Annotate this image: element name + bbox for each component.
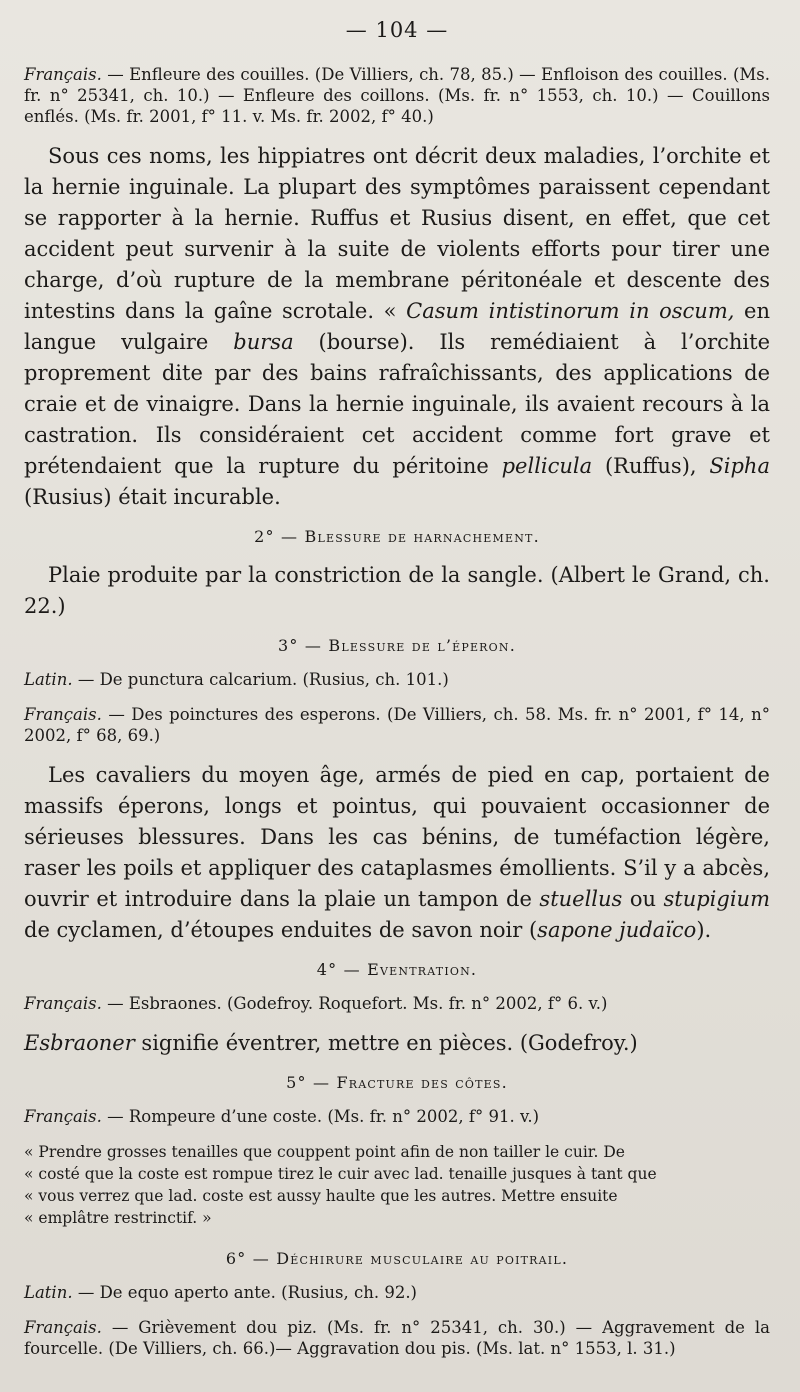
paragraph-fr-poitrail	[24, 1317, 770, 1359]
dash: —	[298, 636, 329, 655]
term-esbraoner: Esbraoner	[24, 1031, 135, 1055]
quotation-line: « emplâtre restrinctif. »	[24, 1209, 212, 1227]
term-stupigium: stupigium	[663, 887, 770, 911]
section-title: Eventration.	[367, 960, 478, 979]
language-label: Latin.	[24, 1283, 73, 1302]
section-heading-5	[24, 1073, 770, 1092]
text: (Rusius) était incurable.	[24, 485, 281, 509]
section-title: Blessure de l’éperon.	[328, 636, 516, 655]
term-sapone: sapone judaïco	[537, 918, 697, 942]
language-label: Français.	[24, 1318, 102, 1337]
text: en langue vulgaire	[24, 299, 770, 354]
term-stuellus: stuellus	[539, 887, 623, 911]
language-label: Latin.	[24, 670, 73, 689]
quotation-line: « costé que la coste est rompue tirez le cuir avec lad. tenaille jusques à tant que	[24, 1165, 657, 1183]
section-number: 3°	[277, 636, 299, 655]
text: — De punctura calcarium. (Rusius, ch. 101.)	[72, 670, 449, 689]
section-heading-4	[24, 960, 770, 979]
section-heading-3	[24, 636, 770, 655]
text: Sous ces noms, les hippiatres ont décrit deux maladies, l’orchite et la hernie inguinale. La plupart des symptômes paraissent cependant se rapporter à la hernie. Ruffus et Rusius disent, en effet, que cet accident peut survenir à la suite de violents efforts pour tirer une charge, d’où rupture de la membrane péritonéale et descente des intestins dans la gaîne scrotale. «	[24, 144, 770, 323]
text: — Grièvement dou piz. (Ms. fr. n° 25341, ch. 30.) — Aggravement de la fourcelle. (De Villiers, ch. 66.)— Aggravation dou pis. (Ms. lat. n° 1553, l. 31.)	[24, 1318, 770, 1358]
quotation-block	[24, 1141, 770, 1229]
language-label: Français.	[24, 1107, 102, 1126]
text: — Esbraones. (Godefroy. Roquefort. Ms. fr. n° 2002, f° 6. v.)	[101, 994, 608, 1013]
section-heading-6	[24, 1249, 770, 1268]
paragraph-esbraoner	[24, 1028, 770, 1059]
paragraph-cavaliers	[24, 760, 770, 946]
section-title: Fracture des côtes.	[336, 1073, 508, 1092]
dash: —	[306, 1073, 337, 1092]
page-number: — 104 —	[345, 18, 449, 42]
text: — Enfleure des couilles. (De Villiers, ch. 78, 85.) — Enfloison des couilles. (Ms. fr. n° 25341, ch. 10.) — Enfleure des coillons. (Ms. fr. n° 1553, ch. 10.) — Couillons enflés. (Ms. fr. 2001, f° 11. v. Ms. fr. 2002, f° 40.)	[24, 65, 770, 126]
paragraph-lat-eperon	[24, 669, 770, 690]
paragraph-lat-poitrail	[24, 1282, 770, 1303]
text: ).	[696, 918, 712, 942]
paragraph-fr-eventration	[24, 993, 770, 1014]
quotation-line: « vous verrez que lad. coste est aussy haulte que les autres. Mettre ensuite	[24, 1187, 618, 1205]
section-number: 2°	[254, 527, 275, 546]
section-title: Déchirure musculaire au poitrail.	[276, 1249, 569, 1268]
section-heading-2	[24, 527, 770, 546]
quotation-line: « Prendre grosses tenailles que couppent point afin de non tailler le cuir. De	[24, 1143, 625, 1161]
text: signifie éventrer, mettre en pièces. (Godefroy.)	[134, 1031, 638, 1055]
latin-term: Casum intistinorum in oscum,	[406, 299, 735, 323]
paragraph-hernie	[24, 141, 770, 513]
paragraph-fr-cotes	[24, 1106, 770, 1127]
text: — Rompeure d’une coste. (Ms. fr. n° 2002, f° 91. v.)	[101, 1107, 540, 1126]
text: ou	[622, 887, 664, 911]
dash: —	[246, 1249, 277, 1268]
paragraph-fr-orchite	[24, 64, 770, 127]
text: — De equo aperto ante. (Rusius, ch. 92.)	[72, 1283, 417, 1302]
text: Les cavaliers du moyen âge, armés de pied en cap, portaient de massifs éperons, longs et pointus, qui pouvaient occasionner de sérieuses blessures. Dans les cas bénins, de tuméfaction légère, raser les poils et appliquer des cataplasmes émollients. S’il y a abcès, ouvrir et introduire dans la plaie un tampon de	[24, 763, 770, 911]
language-label: Français.	[24, 705, 102, 724]
text: (Ruffus),	[592, 454, 710, 478]
paragraph-sangle: Plaie produite par la constriction de la sangle. (Albert le Grand, ch. 22.)	[24, 563, 770, 618]
text: (bourse). Ils remédiaient à l’orchite proprement dite par des bains rafraîchissants, des applications de craie et de vinaigre. Dans la hernie inguinale, ils avaient recours à la castration. Ils considéraient cet accident comme fort grave et prétendaient que la rupture du péritoine	[24, 330, 771, 478]
text: de cyclamen, d’étoupes enduites de savon noir (	[24, 918, 538, 942]
dash: —	[274, 527, 305, 546]
term-sipha: Sipha	[709, 454, 770, 478]
section-number: 5°	[286, 1073, 307, 1092]
text: — Des poinctures des esperons. (De Villiers, ch. 58. Ms. fr. n° 2001, f° 14, n° 2002, f° 68, 69.)	[24, 705, 770, 745]
language-label: Français.	[24, 994, 102, 1013]
section-number: 6°	[225, 1249, 247, 1268]
dash: —	[337, 960, 368, 979]
term-pellicula: pellicula	[501, 454, 593, 478]
paragraph-fr-eperon	[24, 704, 770, 746]
section-title: Blessure de harnachement.	[304, 527, 540, 546]
section-number: 4°	[316, 960, 338, 979]
term-bursa: bursa	[233, 330, 294, 354]
language-label: Français.	[24, 65, 102, 84]
